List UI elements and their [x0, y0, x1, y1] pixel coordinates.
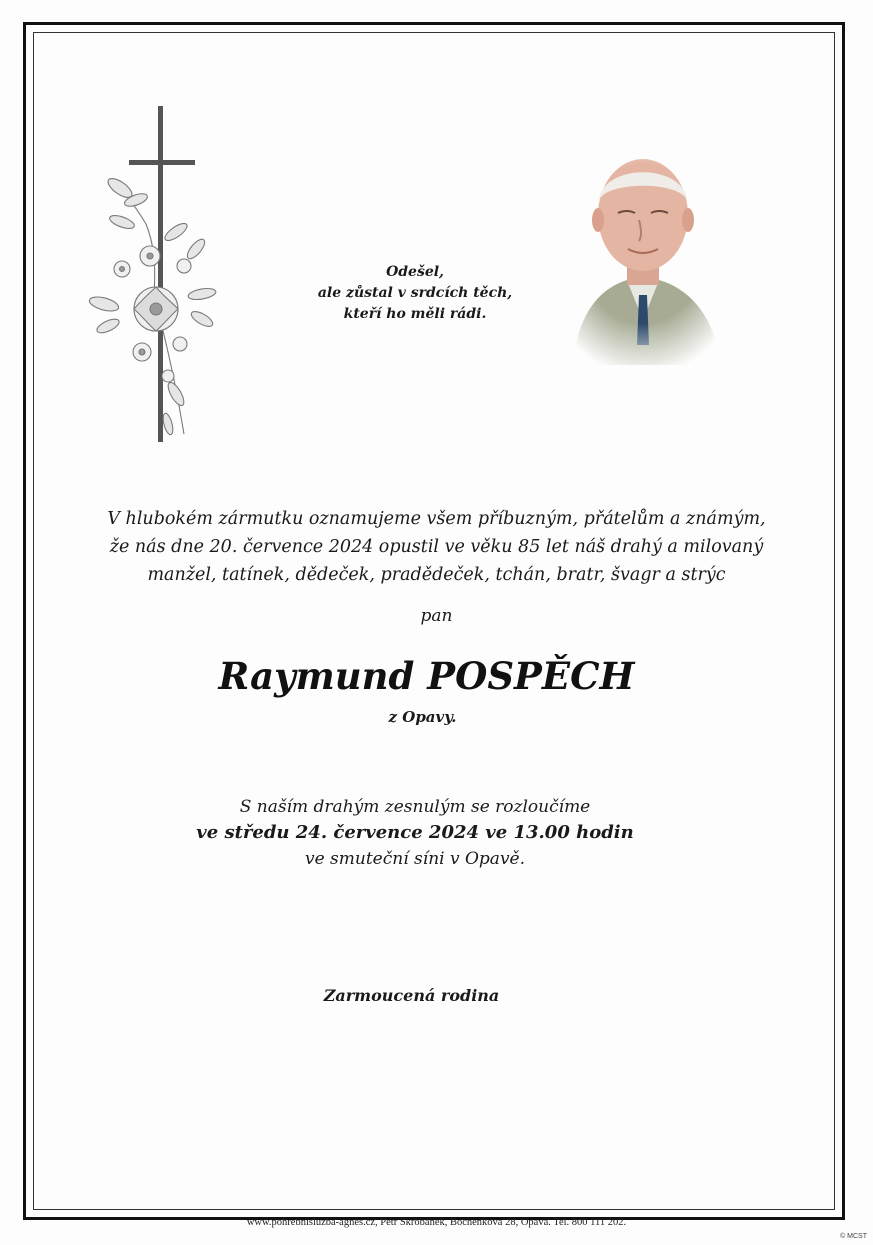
memorial-quote	[290, 262, 540, 325]
announcement-line: V hlubokém zármutku oznamujeme všem příbuzným, přátelům a známým,	[107, 509, 766, 529]
announcement-line: že nás dne 20. července 2024 opustil ve věku 85 let náš drahý a milovaný	[109, 537, 764, 557]
announcement-line: manžel, tatínek, dědeček, pradědeček, tchán, bratr, švagr a strýc	[147, 565, 726, 585]
cross-with-flowers-decoration	[84, 104, 224, 454]
ceremony-intro: S naším drahým zesnulým se rozloučíme	[239, 797, 591, 817]
portrait-photo	[553, 145, 733, 365]
quote-line: kteří ho měli rádi.	[343, 306, 487, 322]
salutation: pan	[420, 606, 453, 626]
ceremony-location: ve smuteční síni v Opavě.	[304, 849, 526, 869]
copyright-mark: © MCST	[840, 1233, 867, 1240]
quote-line: ale zůstal v srdcích těch,	[317, 285, 513, 301]
farewell-ceremony-info	[0, 794, 830, 872]
family-signature: Zarmoucená rodina	[323, 986, 500, 1005]
origin-town: z Opavy.	[388, 708, 457, 726]
ceremony-date-time: ve středu 24. července 2024 ve 13.00 hodin	[196, 822, 634, 843]
announcement-text	[60, 505, 813, 589]
funeral-service-footer: www.pohrebnisluzba-agnes.cz, Petr Skrobánek, Bochenkova 28, Opava. Tel. 800 111 202.	[246, 1217, 627, 1228]
deceased-name: Raymund POSPĚCH	[218, 654, 635, 698]
floral-decoration-icon	[88, 175, 217, 436]
quote-line: Odešel,	[386, 264, 444, 280]
cross-icon	[129, 106, 195, 442]
